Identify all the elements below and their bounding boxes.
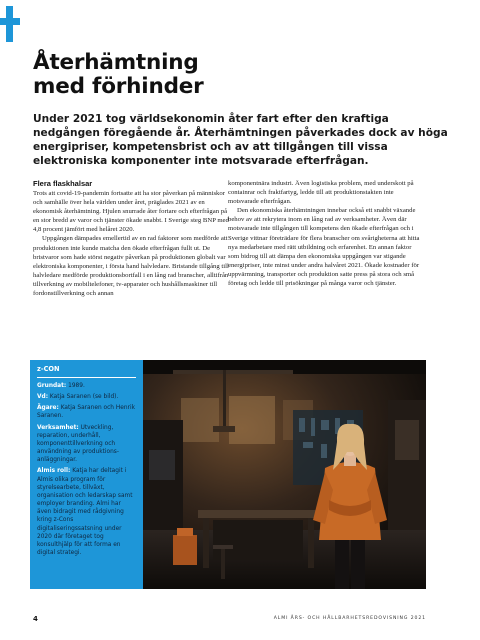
body-paragraph: Trots att covid-19-pandemin fortsatte att ha stor påverkan på människor och samhälle över hela världen under året, präglades 2021 av en ekonomisk återhämtning. Hjulen snurrade åter fortare och efterfrågan på en stor bredd av varor och tjänster ökade snabbt. I Sverige steg BNP med 4,8 procent jämfört med helåret 2020. [33,190,229,234]
lead-paragraph: Under 2021 tog världsekonomin åter fart efter den kraftiga nedgången föregående år. Återhämtningen påverkades dock av höga energipriser, kompetensbrist och av att tillgången till vissa elektroniska komponenter inte motsvarade efterfrågan. [33,113,448,167]
title-line-2: med förhinder [33,74,204,99]
fact-item-founded: Grundat: 1989. [37,383,85,389]
fact-item-owners: Ägare: Katja Saranen och Henrik Saranen. [37,405,135,420]
body-paragraph: Den ekonomiska återhämtningen innebar också ett snabbt växande behov av att rekrytera inom en lång rad av verksamheter. Även där motsvarade inte tillgången till kompetens den ökade efterfrågan och i Sverige vittnar företrädare för flera branscher om svårigheterna att hitta nya medarbetare med rätt utbildning och erfarenhet. En annan faktor som bidrog till att dämpa den ekonomiska uppgången var stigande energipriser, inte minst under andra halvåret 2021. Ökade kostnader för uppvärmning, transporter och produktion satte press på stora och små företag och ledde till prisökningar på många varor och tjänster. [228,207,420,288]
report-name: ALMI ÅRS- OCH HÅLLBARHETSREDOVISNING 2021 [273,616,426,621]
brand-plus-icon [0,0,22,42]
body-paragraph: Uppgången dämpades emellertid av en rad faktorer som medförde att produktionen inte kunde matcha den ökade efterfrågan fullt ut. De bristvaror som hade störst negativ påverkan på produktionen globalt var elektroniska komponenter, i första hand halvledare. Bristande tillgång till halvledare medförde produktionsbortfall i en lång rad branscher, alltifrån tillverkning av mobiltelefoner, tv-apparater och hushållsmaskiner till fordonstillverkning och annan [33,235,229,298]
fact-item-business: Verksamhet: Utveckling, reparation, underhåll, komponenttillverkning och användning av produktions-anläggningar. [37,424,119,464]
fact-item-ceo: Vd: Katja Saranen (se bild). [37,394,119,401]
factbox-divider [37,377,136,378]
page-title [33,51,333,99]
workshop-photo-illustration [143,360,426,589]
factbox-title: z-CON [37,365,60,373]
body-paragraph: komponentnära industri. Även logistiska problem, med underskott på containrar och fraktfartyg, ledde till att produktionstakten inte motsvarade efterfrågan. [228,180,414,206]
fact-item-almi-role: Almis roll: Katja har deltagit i Almis olika program för styrelsearbete, tillväxt, organisation och ledarskap samt employer branding. Almi har även bidragit med rådgivning kring z-Cons digitaliseringssatsning under 2020 där företaget tog konsulthjälp för att forma en digital strategi. [37,468,133,556]
title-line-1: Återhämtning [33,50,199,75]
company-factbox [30,360,143,589]
workshop-photo [143,360,426,589]
section-heading: Flera flaskhalsar [33,179,93,188]
article-column-right [228,179,424,288]
page-number: 4 [33,615,38,623]
article-column-left [33,179,229,298]
